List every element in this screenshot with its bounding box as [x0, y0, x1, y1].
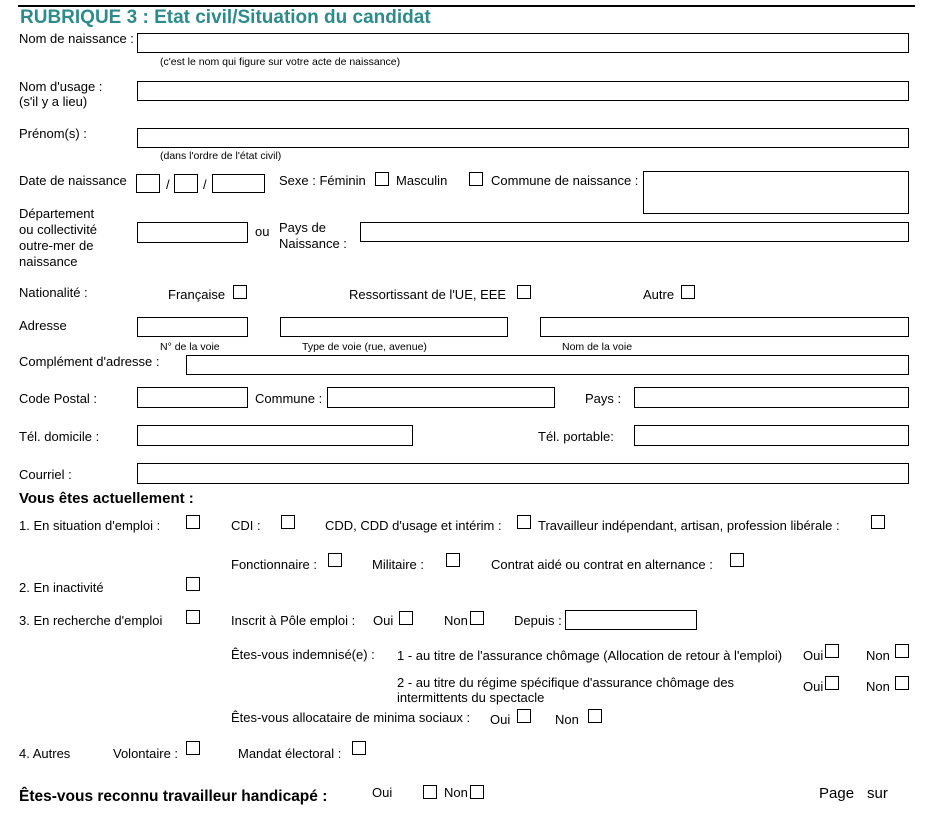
- military-checkbox[interactable]: [446, 553, 460, 567]
- others-label: 4. Autres: [19, 746, 71, 761]
- street-type-note: Type de voie (rue, avenue): [302, 341, 427, 353]
- birth-country-label: Pays de: [279, 220, 326, 235]
- first-names-label: Prénom(s) :: [19, 126, 87, 141]
- electoral-checkbox[interactable]: [352, 741, 366, 755]
- department-label: naissance: [19, 254, 78, 269]
- birth-day-field[interactable]: [136, 174, 160, 193]
- military-label: Militaire :: [372, 557, 425, 572]
- birth-date-label: Date de naissance: [19, 173, 127, 188]
- first-names-note: (dans l'ordre de l'état civil): [160, 150, 282, 162]
- civil-servant-checkbox[interactable]: [328, 553, 342, 567]
- birth-country-field[interactable]: [360, 222, 909, 242]
- since-label: Depuis :: [514, 613, 562, 628]
- unemployment-2-label: 2 - au titre du régime spécifique d'assurance chômage des: [397, 675, 735, 690]
- unemployment-1-no-checkbox[interactable]: [895, 644, 909, 658]
- volunteer-checkbox[interactable]: [186, 741, 200, 755]
- unemployment-2-yes-label: Oui: [803, 679, 824, 694]
- volunteer-label: Volontaire :: [113, 746, 179, 761]
- disability-yes-checkbox[interactable]: [423, 785, 437, 799]
- pole-emploi-yes-checkbox[interactable]: [399, 611, 413, 625]
- nationality-other-checkbox[interactable]: [681, 285, 695, 299]
- first-names-field[interactable]: [137, 128, 909, 148]
- date-separator: /: [166, 177, 170, 192]
- civil-servant-label: Fonctionnaire :: [231, 557, 317, 572]
- unemployment-2-no-checkbox[interactable]: [895, 676, 909, 690]
- address-complement-label: Complément d'adresse :: [19, 354, 160, 369]
- nationality-eu-label: Ressortissant de l'UE, EEE: [349, 287, 507, 302]
- disability-no-label: Non: [444, 785, 468, 800]
- sex-male-label: Masculin: [396, 173, 448, 188]
- independent-checkbox[interactable]: [871, 515, 885, 529]
- town-label: Commune :: [255, 391, 323, 406]
- birth-name-field[interactable]: [137, 33, 909, 53]
- disability-yes-label: Oui: [372, 785, 393, 800]
- usage-name-field[interactable]: [137, 81, 909, 101]
- department-label: Département: [19, 206, 95, 221]
- electoral-label: Mandat électoral :: [238, 746, 342, 761]
- nationality-french-label: Française: [168, 287, 226, 302]
- disability-no-checkbox[interactable]: [470, 785, 484, 799]
- postal-code-field[interactable]: [137, 387, 248, 408]
- street-number-note: N° de la voie: [160, 341, 220, 353]
- minima-label: Êtes-vous allocataire de minima sociaux :: [231, 710, 471, 725]
- unemployment-2-label-cont: intermittents du spectacle: [397, 690, 545, 705]
- minima-no-checkbox[interactable]: [588, 709, 602, 723]
- street-number-field[interactable]: [137, 317, 248, 337]
- disability-label: Êtes-vous reconnu travailleur handicapé :: [19, 788, 328, 805]
- street-name-note: Nom de la voie: [562, 341, 633, 353]
- or-label: ou: [255, 224, 270, 239]
- seeking-label: 3. En recherche d'emploi: [19, 613, 163, 628]
- independent-label: Travailleur indépendant, artisan, profession libérale :: [538, 518, 840, 533]
- nationality-eu-checkbox[interactable]: [517, 285, 531, 299]
- page-of-label: sur: [867, 785, 888, 802]
- birth-country-label: Naissance :: [279, 236, 347, 251]
- unemployment-1-label: 1 - au titre de l'assurance chômage (Allocation de retour à l'emploi): [397, 648, 783, 663]
- street-type-field[interactable]: [280, 317, 508, 337]
- home-phone-field[interactable]: [137, 425, 413, 446]
- inactive-checkbox[interactable]: [186, 577, 200, 591]
- pole-emploi-no-label: Non: [444, 613, 468, 628]
- home-phone-label: Tél. domicile :: [19, 429, 100, 444]
- pole-emploi-no-checkbox[interactable]: [470, 611, 484, 625]
- sex-female-checkbox[interactable]: [375, 172, 389, 186]
- birth-town-field[interactable]: [643, 171, 909, 214]
- minima-yes-checkbox[interactable]: [517, 709, 531, 723]
- aided-contract-label: Contrat aidé ou contrat en alternance :: [491, 557, 713, 572]
- sex-female-label: Sexe : Féminin: [279, 173, 366, 188]
- unemployment-1-yes-label: Oui: [803, 648, 824, 663]
- nationality-label: Nationalité :: [19, 285, 88, 300]
- page-label: Page: [819, 785, 855, 802]
- section-title: RUBRIQUE 3 : Etat civil/Situation du candidat: [20, 7, 431, 28]
- mobile-phone-field[interactable]: [634, 425, 909, 446]
- email-label: Courriel :: [19, 467, 72, 482]
- cdi-checkbox[interactable]: [281, 515, 295, 529]
- birth-name-note: (c'est le nom qui figure sur votre acte de naissance): [160, 56, 401, 68]
- postal-code-label: Code Postal :: [19, 391, 98, 406]
- unemployment-1-no-label: Non: [866, 648, 890, 663]
- email-field[interactable]: [137, 463, 909, 484]
- usage-name-label: Nom d'usage :: [19, 79, 103, 94]
- country-label: Pays :: [585, 391, 622, 406]
- birth-year-field[interactable]: [212, 174, 265, 193]
- employed-checkbox[interactable]: [186, 515, 200, 529]
- birth-town-label: Commune de naissance :: [491, 173, 639, 188]
- minima-yes-label: Oui: [490, 712, 511, 727]
- unemployment-2-yes-checkbox[interactable]: [825, 676, 839, 690]
- town-field[interactable]: [327, 387, 555, 408]
- address-complement-field[interactable]: [186, 355, 909, 375]
- department-label: ou collectivité: [19, 222, 98, 237]
- nationality-french-checkbox[interactable]: [233, 285, 247, 299]
- indemnified-label: Êtes-vous indemnisé(e) :: [231, 647, 375, 662]
- cdd-label: CDD, CDD d'usage et intérim :: [325, 518, 502, 533]
- cdd-checkbox[interactable]: [517, 515, 531, 529]
- unemployment-2-no-label: Non: [866, 679, 890, 694]
- birth-name-label: Nom de naissance :: [19, 31, 134, 46]
- birth-month-field[interactable]: [174, 174, 198, 193]
- department-label: outre-mer de: [19, 238, 94, 253]
- employed-label: 1. En situation d'emploi :: [19, 518, 161, 533]
- nationality-other-label: Autre: [643, 287, 675, 302]
- usage-name-sublabel: (s'il y a lieu): [19, 94, 88, 109]
- country-field[interactable]: [634, 387, 909, 408]
- department-field[interactable]: [137, 222, 248, 243]
- pole-emploi-yes-label: Oui: [373, 613, 394, 628]
- date-separator: /: [203, 177, 207, 192]
- address-label: Adresse: [19, 318, 67, 333]
- situation-heading: Vous êtes actuellement :: [19, 490, 194, 507]
- pole-emploi-label: Inscrit à Pôle emploi :: [231, 613, 356, 628]
- unemployment-1-yes-checkbox[interactable]: [825, 644, 839, 658]
- street-name-field[interactable]: [540, 317, 909, 337]
- minima-no-label: Non: [555, 712, 579, 727]
- sex-male-checkbox[interactable]: [469, 172, 483, 186]
- seeking-checkbox[interactable]: [186, 610, 200, 624]
- inactive-label: 2. En inactivité: [19, 580, 104, 595]
- aided-contract-checkbox[interactable]: [730, 553, 744, 567]
- mobile-phone-label: Tél. portable:: [538, 429, 614, 444]
- cdi-label: CDI :: [231, 518, 261, 533]
- since-field[interactable]: [565, 610, 697, 630]
